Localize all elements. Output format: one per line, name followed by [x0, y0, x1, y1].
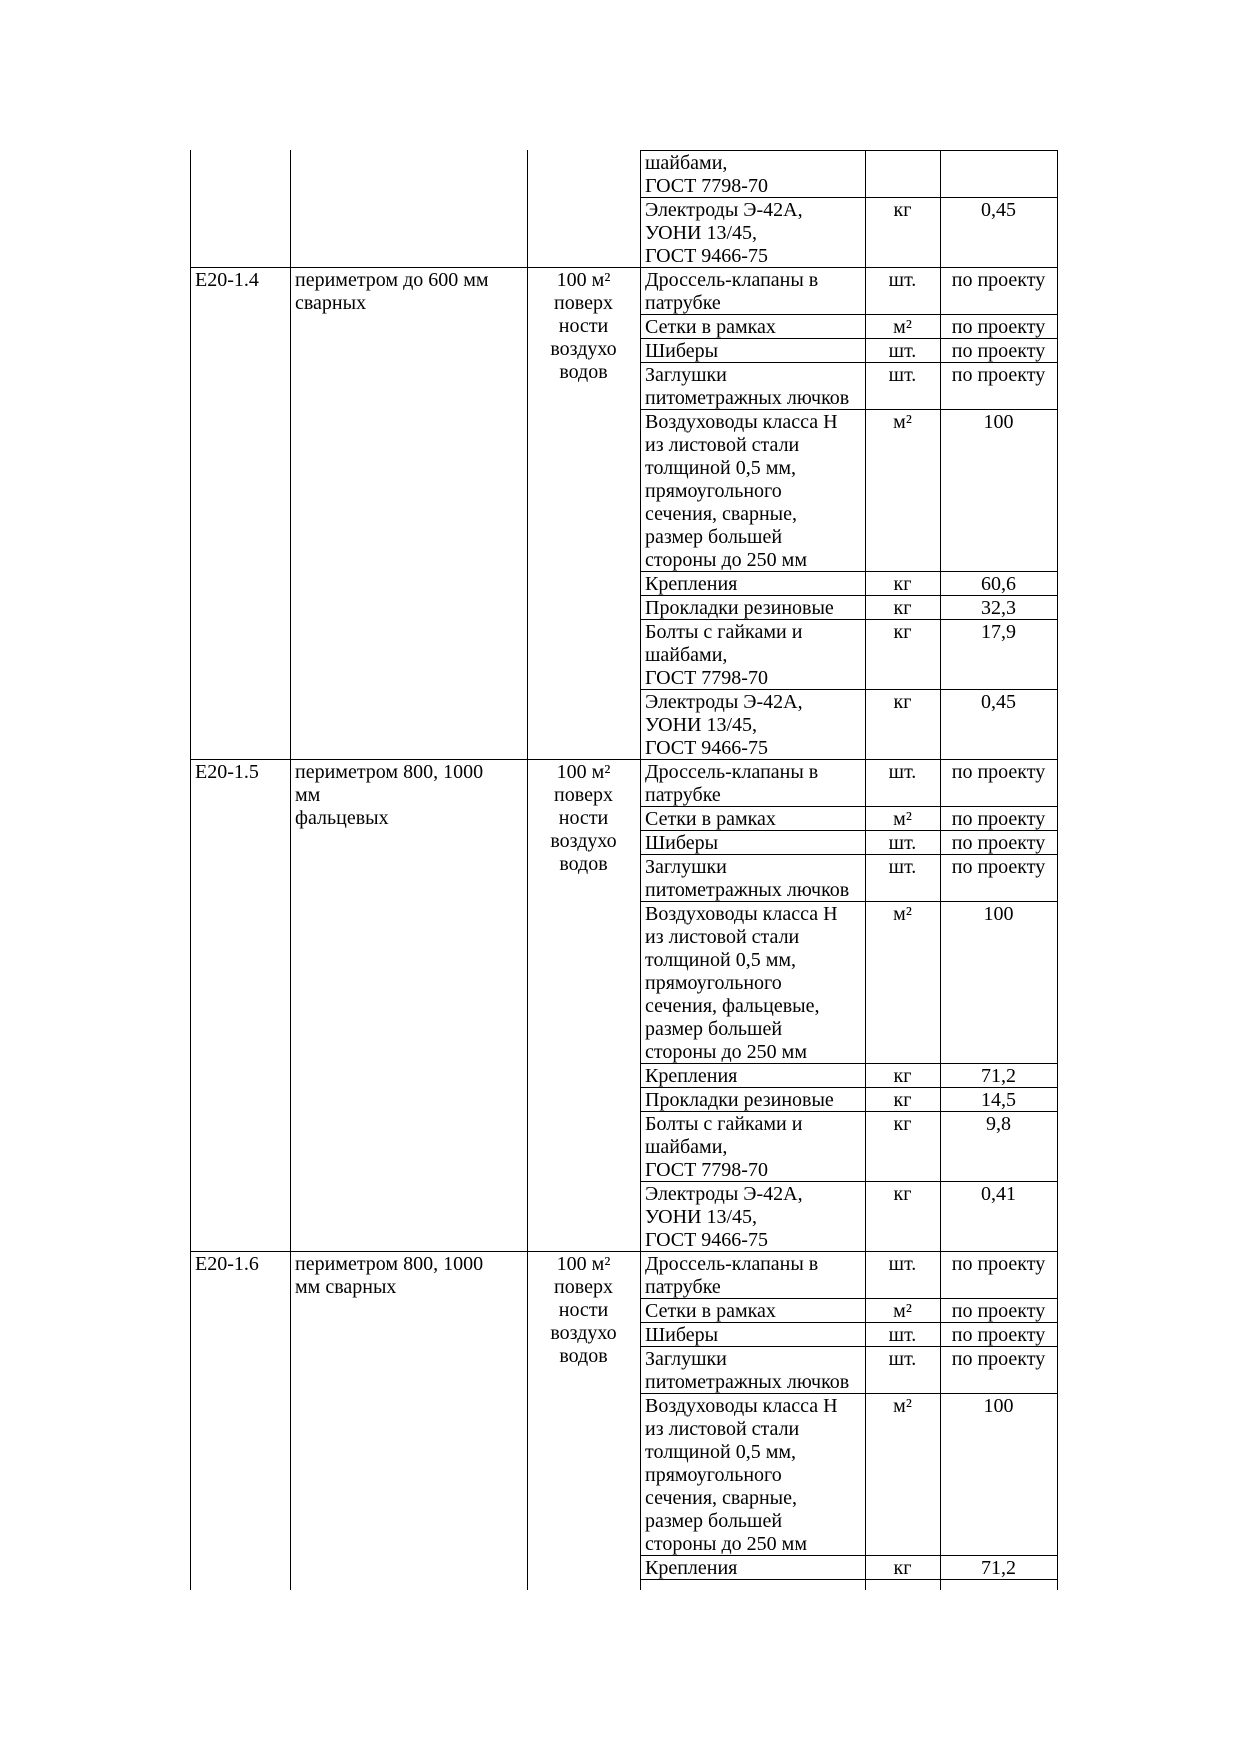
material-qty: 100 [983, 411, 1014, 433]
material-unit: кг [893, 573, 912, 595]
material-name: Электроды Э-42А, УОНИ 13/45, ГОСТ 9466-75 [645, 199, 803, 267]
table-vertical-rule [290, 150, 291, 1590]
material-unit: кг [893, 691, 912, 713]
material-qty: по проекту [951, 1348, 1046, 1370]
material-name: Сетки в рамках [645, 808, 776, 830]
table-horizontal-rule [640, 1322, 1057, 1323]
material-name: Дроссель-клапаны в патрубке [645, 761, 819, 806]
material-qty: 0,45 [981, 199, 1016, 221]
material-name: Шиберы [645, 832, 719, 854]
table-horizontal-rule [190, 267, 1057, 268]
material-unit: шт. [888, 856, 917, 878]
material-qty: по проекту [951, 340, 1046, 362]
material-qty: 9,8 [986, 1113, 1011, 1135]
table-horizontal-rule [640, 1346, 1057, 1347]
material-unit: кг [893, 199, 912, 221]
material-name: Дроссель-клапаны в патрубке [645, 1253, 819, 1298]
material-name: Шиберы [645, 340, 719, 362]
material-qty: 100 [983, 1395, 1014, 1417]
item-code: Е20-1.6 [195, 1253, 259, 1275]
item-code: Е20-1.4 [195, 269, 259, 291]
material-name: Прокладки резиновые [645, 597, 834, 619]
material-unit: кг [893, 1557, 912, 1579]
item-unit-of-measure: 100 м² поверх ности воздухо водов [550, 761, 617, 875]
table-horizontal-rule [640, 150, 1057, 151]
material-name: Сетки в рамках [645, 316, 776, 338]
material-unit: кг [893, 1183, 912, 1205]
material-qty: по проекту [951, 856, 1046, 878]
material-unit: кг [893, 597, 912, 619]
material-unit: м² [893, 411, 912, 433]
material-qty: по проекту [951, 364, 1046, 386]
table-horizontal-rule [190, 1251, 1057, 1252]
material-unit: шт. [888, 1348, 917, 1370]
material-name: Заглушки питометражных лючков [645, 364, 850, 409]
table-horizontal-rule [640, 1181, 1057, 1182]
material-qty: по проекту [951, 269, 1046, 291]
item-code: Е20-1.5 [195, 761, 259, 783]
material-unit: шт. [888, 761, 917, 783]
material-name: Крепления [645, 573, 738, 595]
material-name: Крепления [645, 1065, 738, 1087]
material-name: Болты с гайками и шайбами, ГОСТ 7798-70 [645, 621, 803, 689]
table-horizontal-rule [640, 854, 1057, 855]
material-qty: 0,41 [981, 1183, 1016, 1205]
material-unit: шт. [888, 269, 917, 291]
item-description: периметром до 600 мм сварных [295, 269, 489, 314]
table-horizontal-rule [640, 314, 1057, 315]
material-unit: м² [893, 1395, 912, 1417]
material-qty: по проекту [951, 832, 1046, 854]
material-qty: по проекту [951, 808, 1046, 830]
material-qty: 60,6 [981, 573, 1016, 595]
material-qty: по проекту [951, 761, 1046, 783]
material-qty: 17,9 [981, 621, 1016, 643]
table-horizontal-rule [640, 1087, 1057, 1088]
table-horizontal-rule [640, 1555, 1057, 1556]
material-name: Воздуховоды класса Н из листовой стали толщиной 0,5 мм, прямоугольного сечения, фальцевые, размер большей стороны до 250 мм [645, 903, 838, 1063]
material-name: Сетки в рамках [645, 1300, 776, 1322]
material-name: Заглушки питометражных лючков [645, 1348, 850, 1393]
material-unit: шт. [888, 340, 917, 362]
material-name: Электроды Э-42А, УОНИ 13/45, ГОСТ 9466-75 [645, 691, 803, 759]
item-unit-of-measure: 100 м² поверх ности воздухо водов [550, 1253, 617, 1367]
table-vertical-rule [1057, 150, 1058, 1590]
material-qty: 71,2 [981, 1557, 1016, 1579]
material-name: Болты с гайками и шайбами, ГОСТ 7798-70 [645, 1113, 803, 1181]
material-name: Крепления [645, 1557, 738, 1579]
table-horizontal-rule [640, 1111, 1057, 1112]
material-unit: шт. [888, 364, 917, 386]
material-qty: 0,45 [981, 691, 1016, 713]
item-description: периметром 800, 1000 мм фальцевых [295, 761, 484, 829]
material-name: Электроды Э-42А, УОНИ 13/45, ГОСТ 9466-75 [645, 1183, 803, 1251]
material-unit: шт. [888, 832, 917, 854]
table-horizontal-rule [640, 901, 1057, 902]
material-unit: м² [893, 903, 912, 925]
table-horizontal-rule [640, 338, 1057, 339]
table-horizontal-rule [640, 619, 1057, 620]
table-vertical-rule [640, 150, 641, 1590]
material-unit: м² [893, 316, 912, 338]
material-unit: м² [893, 808, 912, 830]
material-unit: кг [893, 1113, 912, 1135]
table-horizontal-rule [640, 806, 1057, 807]
material-name: Воздуховоды класса Н из листовой стали толщиной 0,5 мм, прямоугольного сечения, сварные, размер большей стороны до 250 мм [645, 1395, 838, 1555]
table-horizontal-rule [640, 830, 1057, 831]
table-horizontal-rule [640, 1579, 1057, 1580]
material-qty: 32,3 [981, 597, 1016, 619]
material-qty: по проекту [951, 1324, 1046, 1346]
material-qty: 71,2 [981, 1065, 1016, 1087]
material-name: Шиберы [645, 1324, 719, 1346]
material-name: Дроссель-клапаны в патрубке [645, 269, 819, 314]
material-name: шайбами, ГОСТ 7798-70 [645, 152, 768, 197]
material-unit: шт. [888, 1324, 917, 1346]
material-unit: кг [893, 1065, 912, 1087]
material-unit: шт. [888, 1253, 917, 1275]
table-horizontal-rule [640, 197, 1057, 198]
table-horizontal-rule [640, 1393, 1057, 1394]
table-horizontal-rule [640, 689, 1057, 690]
table-horizontal-rule [640, 571, 1057, 572]
material-qty: 14,5 [981, 1089, 1016, 1111]
material-qty: по проекту [951, 1300, 1046, 1322]
table-horizontal-rule [640, 409, 1057, 410]
table-horizontal-rule [640, 362, 1057, 363]
table-horizontal-rule [640, 1063, 1057, 1064]
material-qty: 100 [983, 903, 1014, 925]
table-horizontal-rule [640, 595, 1057, 596]
material-name: Воздуховоды класса Н из листовой стали толщиной 0,5 мм, прямоугольного сечения, сварные, размер большей стороны до 250 мм [645, 411, 838, 571]
material-qty: по проекту [951, 1253, 1046, 1275]
material-qty: по проекту [951, 316, 1046, 338]
table-horizontal-rule [640, 1298, 1057, 1299]
material-name: Заглушки питометражных лючков [645, 856, 850, 901]
material-unit: м² [893, 1300, 912, 1322]
item-unit-of-measure: 100 м² поверх ности воздухо водов [550, 269, 617, 383]
material-unit: кг [893, 621, 912, 643]
table-horizontal-rule [190, 759, 1057, 760]
table-vertical-rule [190, 150, 191, 1590]
material-unit: кг [893, 1089, 912, 1111]
material-name: Прокладки резиновые [645, 1089, 834, 1111]
item-description: периметром 800, 1000 мм сварных [295, 1253, 484, 1298]
